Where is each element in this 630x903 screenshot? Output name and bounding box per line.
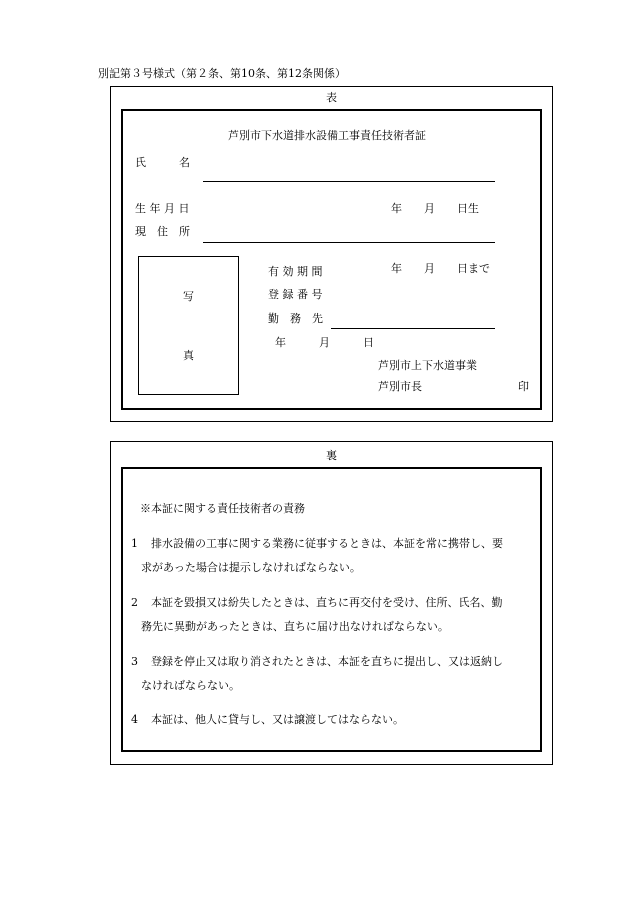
duties-heading: ※本証に関する責任技術者の責務 bbox=[140, 502, 305, 515]
name-label: 氏 名 bbox=[135, 156, 190, 169]
duty-item bbox=[131, 532, 541, 580]
duty-text-line1: 本証は、他人に貸与し、又は譲渡してはならない。 bbox=[151, 713, 404, 726]
validity-label: 有 効 期 間 bbox=[268, 265, 323, 278]
validity-value: 年 月 日まで bbox=[391, 262, 490, 275]
issuer-title: 芦別市長 bbox=[378, 380, 422, 393]
address-field-line bbox=[203, 242, 495, 243]
photo-box bbox=[138, 256, 239, 395]
duty-text-line2: 求があった場合は提示しなければならない。 bbox=[141, 561, 361, 574]
front-side-label: 表 bbox=[326, 91, 337, 104]
duty-number: 3 bbox=[131, 655, 138, 668]
duty-item bbox=[131, 591, 541, 639]
registration-number-label: 登 録 番 号 bbox=[268, 288, 323, 301]
duty-text-line1: 本証を毀損又は紛失したときは、直ちに再交付を受け、住所、氏名、勤 bbox=[151, 596, 503, 609]
duty-number: 2 bbox=[131, 596, 138, 609]
issue-date: 年 月 日 bbox=[275, 336, 374, 349]
duty-text-line1: 排水設備の工事に関する業務に従事するときは、本証を常に携帯し、要 bbox=[151, 537, 503, 550]
name-field-line bbox=[203, 181, 495, 182]
duty-item bbox=[131, 708, 541, 732]
photo-label-bottom: 真 bbox=[183, 349, 194, 362]
workplace-field-line bbox=[331, 328, 495, 329]
photo-label-top: 写 bbox=[183, 290, 194, 303]
duty-number: 4 bbox=[131, 713, 138, 726]
address-label: 現 住 所 bbox=[135, 225, 190, 238]
birth-date-label: 生 年 月 日 bbox=[135, 202, 190, 215]
duty-text-line2: 務先に異動があったときは、直ちに届け出なければならない。 bbox=[141, 620, 449, 633]
card-title: 芦別市下水道排水設備工事責任技術者証 bbox=[228, 129, 426, 142]
seal-mark: 印 bbox=[518, 380, 529, 393]
birth-date-value: 年 月 日生 bbox=[391, 202, 479, 215]
duty-text-line2: なければならない。 bbox=[141, 679, 240, 692]
duty-text-line1: 登録を停止又は取り消されたときは、本証を直ちに提出し、又は返納し bbox=[151, 655, 503, 668]
form-title: 別記第３号様式（第２条、第10条、第12条関係） bbox=[98, 67, 346, 80]
duty-item bbox=[131, 650, 541, 698]
duty-number: 1 bbox=[131, 537, 138, 550]
workplace-label: 勤 務 先 bbox=[268, 312, 323, 325]
back-side-label: 裏 bbox=[326, 449, 337, 462]
issuer-organization: 芦別市上下水道事業 bbox=[378, 359, 477, 372]
